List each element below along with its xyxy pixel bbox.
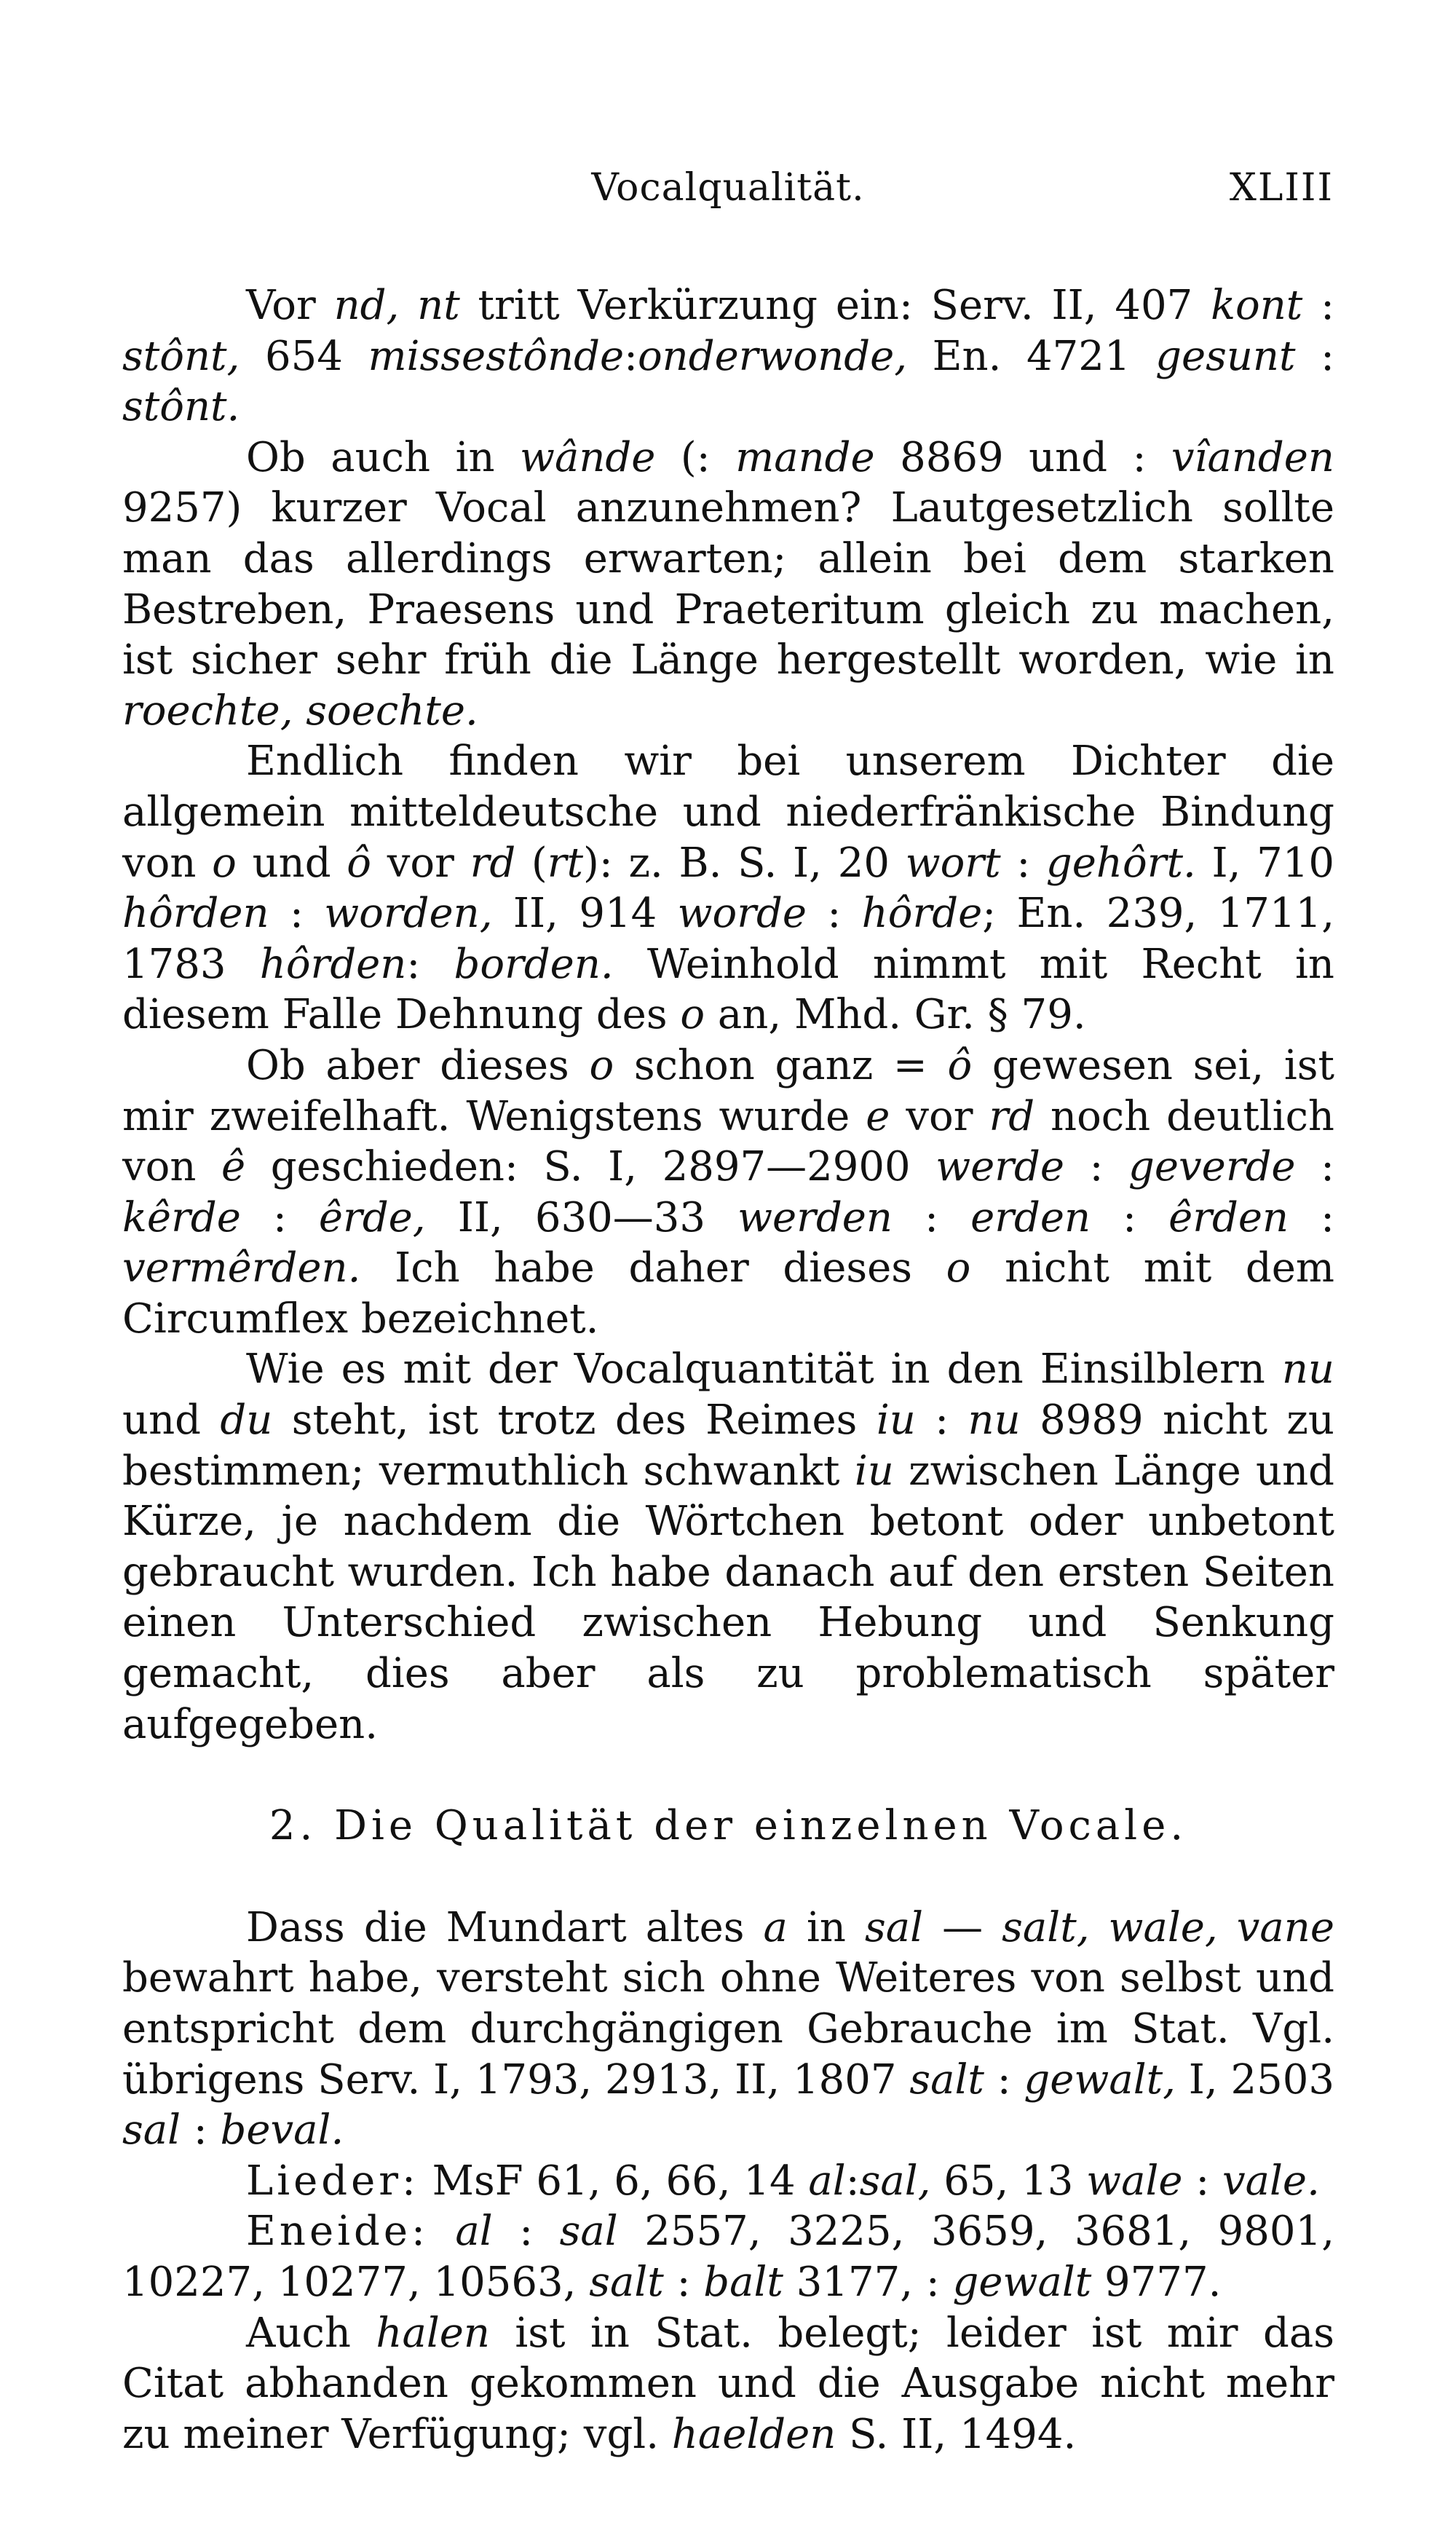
paragraph-4: Ob aber dieses o schon ganz = ô gewesen sei, ist mir zweifelhaft. Wenigstens wurde e vor rd noch deutlich von ê geschieden: S. I, 2897—2900 werde : geverde : kêrde : êrde, II, 630—33 werden : erden : êrden : vermêrden. Ich habe daher dieses o nicht mit dem Circumflex bezeichnet. xyxy=(122,1041,1335,1343)
label-eneide: Eneide: xyxy=(246,2208,429,2256)
paragraph-eneide: Eneide: al : sal 2557, 3225, 3659, 3681, 9801, 10227, 10277, 10563, salt : balt 3177, : gewalt 9777. xyxy=(122,2208,1334,2306)
paragraph-3: Endlich finden wir bei unserem Dichter die allgemein mitteldeutsche und niederfränkische Bindung von o und ô vor rd (rt): z. B. S. I, 20 wort : gehôrt. I, 710 hôrden : worden, II, 914 worde : hôrde; En. 239, 1711, 1783 hôrden: borden. Weinhold nimmt mit Recht in diesem Falle Dehnung des o an, Mhd. Gr. § 79. xyxy=(122,738,1335,1039)
page-body xyxy=(122,280,1334,2460)
paragraph-6: Dass die Mundart altes a in sal — salt, wale, vane bewahrt habe, versteht sich ohne Weiteres von selbst und entspricht dem durchgängigen Gebrauche im Stat. Vgl. übrigens Serv. I, 1793, 2913, II, 1807 salt : gewalt, I, 2503 sal : beval. xyxy=(122,1903,1335,2154)
running-head-title: Vocalqualität. xyxy=(591,166,865,210)
section-heading: 2. Die Qualität der einzelnen Vocale. xyxy=(269,1802,1188,1850)
paragraph-5: Wie es mit der Vocalquantität in den Einsilblern nu und du steht, ist trotz des Reimes iu : nu 8989 nicht zu bestimmen; vermuthlich schwankt iu zwischen Länge und Kürze, je nachdem die Wörtchen betont oder unbetont gebraucht wurden. Ich habe danach auf den ersten Seiten einen Unterschied zwischen Hebung und Senkung gemacht, dies aber als zu problematisch später aufgegeben. xyxy=(122,1346,1335,1748)
paragraph-2: Ob auch in wânde (: mande 8869 und : vîanden 9257) kurzer Vocal anzunehmen? Lautgesetzlich sollte man das allerdings erwarten; allein bei dem starken Bestreben, Praesens und Praeteritum gleich zu machen, ist sicher sehr früh die Länge hergestellt worden, wie in roechte, soechte. xyxy=(122,433,1334,735)
label-lieder: Lieder: xyxy=(246,2157,419,2205)
page-number: XLIII xyxy=(1229,166,1334,210)
paragraph-9: Auch halen ist in Stat. belegt; leider ist mir das Citat abhanden gekommen und die Ausgabe nicht mehr zu meiner Verfügung; vgl. haelden S. II, 1494. xyxy=(122,2309,1334,2458)
paragraph-lieder: Lieder: MsF 61, 6, 66, 14 al:sal, 65, 13 wale : vale. xyxy=(246,2157,1320,2205)
paragraph-1: Vor nd, nt tritt Verkürzung ein: Serv. II, 407 kont : stônt, 654 missestônde:onderwonde, En. 4721 gesunt : stônt. xyxy=(122,282,1334,431)
